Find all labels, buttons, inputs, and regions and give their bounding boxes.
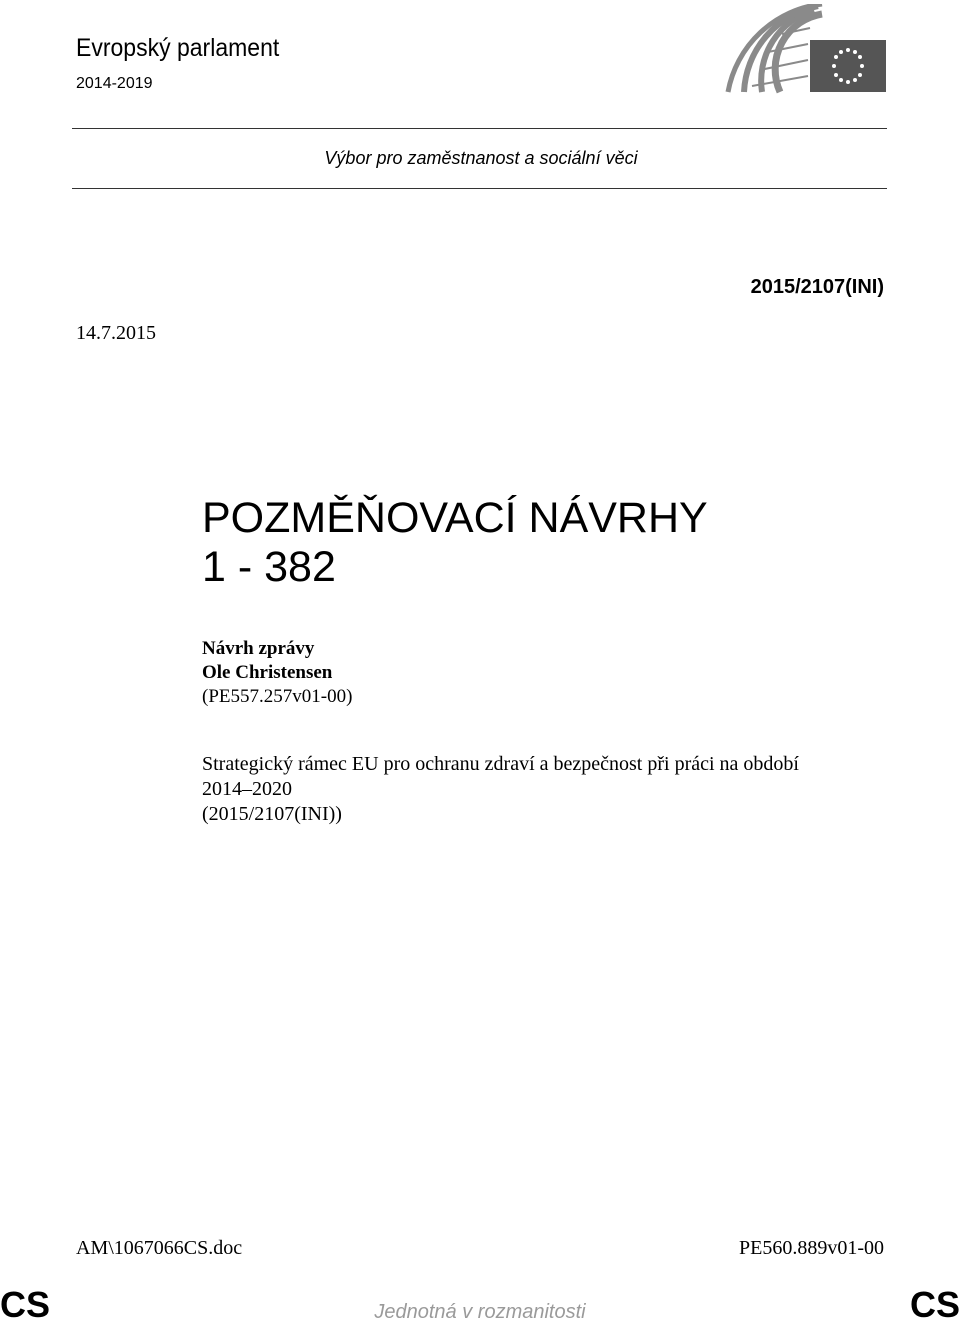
parliamentary-term: 2014-2019 — [76, 75, 153, 92]
organization-name: Evropský parlament — [76, 34, 280, 62]
european-parliament-logo — [722, 4, 888, 96]
language-code-left: CS — [0, 1284, 51, 1325]
committee-name: Výbor pro zaměstnanost a sociální věci — [324, 148, 638, 168]
subject-info — [202, 752, 902, 827]
document-date: 14.7.2015 — [76, 322, 156, 344]
amendment-range: 1 - 382 — [202, 543, 336, 591]
document-title: POZMĚŇOVACÍ NÁVRHY — [202, 494, 708, 542]
report-info — [202, 637, 352, 709]
procedure-number: 2015/2107(INI) — [750, 276, 884, 298]
header-divider-bottom — [72, 188, 887, 189]
language-code-right: CS — [909, 1284, 960, 1325]
header-divider-top — [72, 128, 887, 129]
report-reference: (PE557.257v01-00) — [202, 686, 353, 707]
subject-procedure: (2015/2107(INI)) — [202, 803, 342, 825]
document-title-block — [202, 494, 708, 592]
report-type: Návrh zprávy — [202, 638, 315, 659]
subject-period: 2014–2020 — [202, 778, 292, 800]
hemicycle-icon — [728, 4, 822, 92]
subject-title: Strategický rámec EU pro ochranu zdraví a bezpečnost při práci na období — [202, 753, 799, 775]
eu-flag-icon — [810, 40, 886, 92]
rapporteur-name: Ole Christensen — [202, 662, 333, 683]
pe-number: PE560.889v01-00 — [739, 1237, 884, 1259]
file-reference: AM\1067066CS.doc — [76, 1237, 243, 1259]
eu-motto: Jednotná v rozmanitosti — [374, 1301, 586, 1323]
